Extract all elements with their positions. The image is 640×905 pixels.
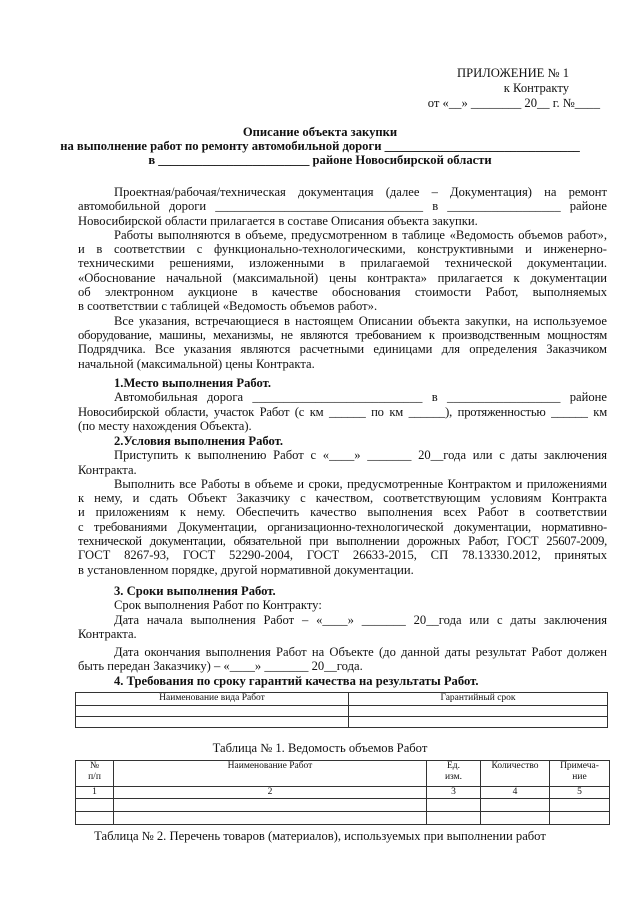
works-cell	[427, 799, 481, 812]
table-row	[76, 799, 610, 812]
works-cell	[481, 812, 550, 825]
table-row	[76, 812, 610, 825]
intro-line: автомобильной дороги _________________________________ в __________________ районе	[78, 199, 607, 214]
works-col-number: 3	[427, 787, 481, 799]
section-2-line: в установленном порядке, другой нормативной документации.	[78, 562, 414, 577]
section-3-heading: 3. Сроки выполнения Работ.	[114, 584, 276, 598]
intro-line: Новосибирской области прилагается в составе Описания объекта закупки.	[78, 213, 478, 228]
works-col-number: 2	[114, 787, 427, 799]
warranty-cell	[349, 717, 608, 728]
intro-line: в соответствии с таблицей «Ведомость объемов работ».	[78, 299, 378, 314]
intro-line: об электронном аукционе в качестве обоснования стоимости Работ, выполняемых	[78, 285, 607, 300]
works-col-number: 4	[481, 787, 550, 799]
section-2-line: ГОСТ 8267-93, ГОСТ 52290-2004, ГОСТ 26633-2015, СП 78.13330.2012, принятых	[78, 548, 607, 563]
doc-title: Описание объекта закупки	[242, 125, 398, 139]
works-cell	[114, 799, 427, 812]
works-cell	[481, 799, 550, 812]
warranty-cell	[76, 706, 349, 717]
intro-line: и в соответствии с функционально-технологическими, конструктивными и инженерно-	[78, 242, 607, 257]
works-cell	[550, 799, 610, 812]
warranty-header-work: Наименование вида Работ	[76, 693, 349, 706]
works-header-unit-line1: Ед.	[446, 761, 460, 771]
works-header-row	[76, 761, 610, 787]
intro-line: начальной (максимальной) цены Контракта.	[78, 356, 315, 371]
section-3-line: Дата окончания выполнения Работ на Объекте (до данной даты результат Работ должен	[114, 645, 607, 660]
section-1-line: Новосибирской области, участок Работ (с км ______ по км ______), протяженностью ______ км	[78, 404, 607, 419]
section-2	[78, 434, 607, 577]
table-2-caption: Таблица № 2. Перечень товаров (материалов), используемых при выполнении работ	[94, 829, 546, 843]
intro-block	[78, 185, 607, 371]
works-header-note-line1: Примеча-	[560, 761, 599, 771]
appendix-title: ПРИЛОЖЕНИЕ № 1	[457, 66, 569, 80]
section-1	[78, 376, 607, 433]
section-1-heading: 1.Место выполнения Работ.	[114, 376, 272, 390]
section-2-line: с требованиями Документации, организационно-технологической документации, нормативно-	[78, 519, 607, 534]
works-header-num-line1: №	[89, 761, 100, 771]
section-4-heading: 4. Требования по сроку гарантий качества на результаты Работ.	[114, 674, 479, 688]
intro-line: Подрядчика. Все указания являются расчетными единицами для определения Заказчиком	[78, 342, 607, 357]
section-3	[78, 584, 607, 674]
works-number-row	[76, 787, 610, 799]
warranty-cell	[349, 706, 608, 717]
section-2-line: Выполнить все Работы в объеме и сроки, предусмотренные Контрактом и приложениями	[114, 476, 607, 491]
section-3-line: Дата начала выполнения Работ – «____» _______ 20__года или с даты заключения	[114, 612, 607, 627]
section-2-line: Приступить к выполнению Работ с «____» _______ 20__года или с даты заключения	[114, 448, 607, 463]
works-header-note-line2: ние	[572, 772, 587, 782]
works-header-unit	[427, 761, 481, 787]
warranty-table	[75, 692, 608, 728]
intro-line: Проектная/рабочая/техническая документация (далее – Документация) на ремонт	[114, 185, 607, 199]
works-header-unit-line2: изм.	[444, 772, 463, 782]
works-table	[75, 760, 610, 825]
section-1-line: Автомобильная дорога ___________________________ в __________________ районе	[114, 390, 607, 405]
section-2-line: Контракта.	[78, 462, 137, 477]
intro-line: Работы выполняются в объеме, предусмотренном в таблице «Ведомость объемов работ»,	[114, 227, 607, 242]
section-3-line: Срок выполнения Работ по Контракту:	[114, 598, 322, 613]
section-3-line: Контракта.	[78, 626, 137, 641]
intro-line: «Обоснование начальной (максимальной) цены контракта» прилагается к документации	[78, 270, 607, 285]
works-cell	[114, 812, 427, 825]
section-2-line: и приложениям к нему. Обеспечить качество выполнения всех Работ в соответствии	[78, 505, 607, 520]
works-cell	[76, 799, 114, 812]
section-2-line: к нему, и сдать Объект Заказчику с качеством, соответствующим условиям Контракта	[78, 491, 607, 506]
works-col-number: 1	[76, 787, 114, 799]
appendix-contract: к Контракту	[503, 81, 569, 95]
doc-title-line2: на выполнение работ по ремонту автомобильной дороги _______________________________	[60, 139, 580, 153]
works-cell	[550, 812, 610, 825]
works-header-note	[550, 761, 610, 787]
appendix-date-line: от «__» ________ 20__ г. №____	[427, 96, 600, 110]
intro-line: техническими решениями, изложенными в прилагаемой технической документации.	[78, 256, 607, 271]
works-header-num	[76, 761, 114, 787]
table-1-caption: Таблица № 1. Ведомость объемов Работ	[212, 741, 428, 755]
section-2-line: технической документации, обязательной при выполнении дорожных Работ, ГОСТ 25607-2009,	[78, 534, 607, 549]
intro-line: Все указания, встречающиеся в настоящем Описании объекта закупки, на используемое	[114, 313, 607, 328]
warranty-header-term: Гарантийный срок	[349, 693, 608, 706]
section-3-line: быть передан Заказчику) – «____» _______ 20__года.	[78, 659, 363, 674]
works-header-qty: Количество	[481, 761, 550, 787]
section-1-line: (по месту нахождения Объекта).	[78, 418, 252, 433]
works-cell	[427, 812, 481, 825]
warranty-cell	[76, 717, 349, 728]
intro-line: оборудование, машины, механизмы, не являются требованием к производственным мощностям	[78, 327, 607, 342]
works-cell	[76, 812, 114, 825]
section-2-heading: 2.Условия выполнения Работ.	[114, 434, 284, 448]
works-col-number: 5	[550, 787, 610, 799]
doc-title-line3: в ________________________ районе Новосибирской области	[148, 153, 492, 167]
works-header-num-line2: п/п	[88, 772, 101, 782]
works-header-name: Наименование Работ	[114, 761, 427, 787]
